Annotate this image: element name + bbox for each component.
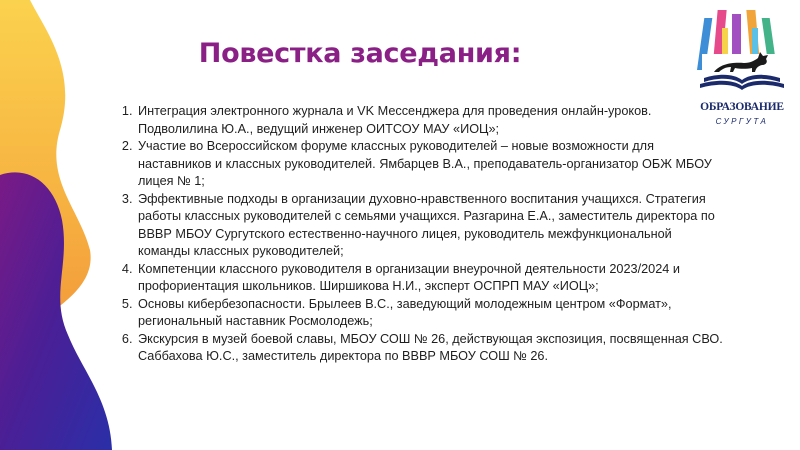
agenda-item: 4. Компетенции классного руководителя в организации внеурочной деятельности 2023/2024 и профориентация школьников. Ширшикова Н.И., эксперт ОСПРП МАУ «ИОЦ»; <box>136 261 726 296</box>
slide-title: Повестка заседания: <box>198 38 522 69</box>
wolf-book-logo-icon <box>692 6 792 102</box>
agenda-item: 6. Экскурсия в музей боевой славы, МБОУ СОШ № 26, действующая экспозиция, посвященная СВО. Саббахова Ю.С., заместитель директора по ВВВР МБОУ СОШ № 26. <box>136 331 726 366</box>
agenda-item: 3. Эффективные подходы в организации духовно-нравственного воспитания учащихся. Стратегия работы классных руководителей с семьями учащихся. Разгарина Е.А., заместитель директора по ВВВР МБОУ Сургутского естественно-научного лицея, руководитель межфункциональной команды классных руководителей; <box>136 191 726 261</box>
agenda-list <box>112 103 726 366</box>
purple-wave-shape <box>0 172 112 450</box>
agenda-item: 1. Интеграция электронного журнала и VK Мессенджера для проведения онлайн-уроков. Подволилина Ю.А., ведущий инженер ОИТСОУ МАУ «ИОЦ»; <box>136 103 726 138</box>
agenda-item: 2. Участие во Всероссийском форуме классных руководителей – новые возможности для наставников и классных руководителей. Ямбарцев В.А., преподаватель-организатор ОБЖ МБОУ лицея № 1; <box>136 138 726 191</box>
logo-subtitle: СУРГУТА <box>715 117 769 126</box>
logo-title: ОБРАЗОВАНИЕ <box>700 101 784 113</box>
education-surgut-logo <box>692 6 792 136</box>
agenda-item: 5. Основы кибербезопасности. Брылеев В.С., заведующий молодежным центром «Формат», региональный наставник Росмолодежь; <box>136 296 726 331</box>
